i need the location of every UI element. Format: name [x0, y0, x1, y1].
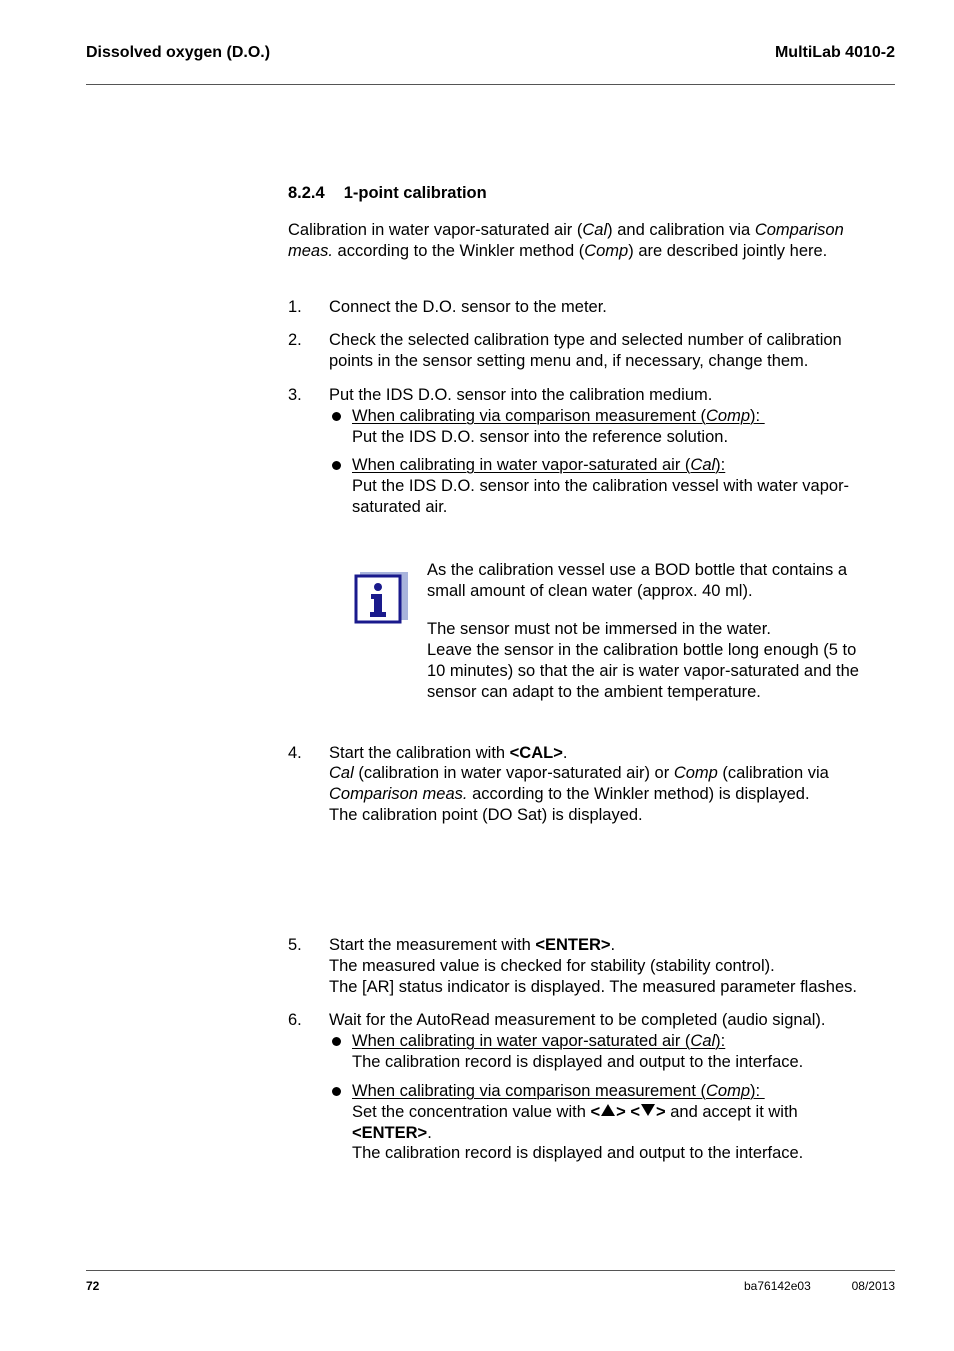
- step-3-bullet-2-line-1: Put the IDS D.O. sensor into the calibration vessel with water vapor-: [352, 477, 850, 495]
- step-6-bullet-2-line-3: The calibration record is displayed and output to the interface.: [352, 1144, 804, 1162]
- step-6-bullet-1-heading: When calibrating in water vapor-saturated air (Cal):: [352, 1032, 726, 1050]
- step-4-line-3: Comparison meas. according to the Winkler method) is displayed.: [329, 785, 810, 803]
- header-product-name: MultiLab 4010-2: [774, 44, 895, 61]
- footer-divider: [86, 1270, 895, 1271]
- info-icon: [354, 570, 408, 624]
- step-number: 5.: [288, 936, 302, 954]
- info-icon-dot: [374, 583, 382, 591]
- section-title: 1-point calibration: [343, 184, 487, 202]
- step-5-line-2: The measured value is checked for stability (stability control).: [329, 957, 775, 975]
- step-5-line-1: Start the measurement with <ENTER>.: [329, 936, 616, 954]
- section-heading: [288, 183, 487, 204]
- step-5-line-3: The [AR] status indicator is displayed. The measured parameter flashes.: [329, 978, 857, 996]
- note-para-1-line-2: small amount of clean water (approx. 40 ml).: [427, 582, 753, 600]
- step-6-bullet-2-line-1: Set the concentration value with < > < > and accept it with: [352, 1103, 798, 1121]
- step-4-line-4: The calibration point (DO Sat) is displayed.: [329, 806, 643, 824]
- note-para-2-line-4: sensor can adapt to the ambient temperature.: [427, 683, 761, 701]
- intro-line-2: meas. according to the Winkler method (Comp) are described jointly here.: [288, 242, 828, 260]
- note-para-2-line-1: The sensor must not be immersed in the water.: [427, 620, 771, 638]
- section-number: 8.2.4: [288, 184, 325, 202]
- step-2-line-1: Check the selected calibration type and selected number of calibration: [329, 331, 842, 349]
- arrow-down-icon: [641, 1104, 655, 1116]
- step-6-bullet-1-text: The calibration record is displayed and output to the interface.: [352, 1053, 804, 1071]
- cal-key-label: <CAL>: [509, 744, 563, 762]
- step-3-bullet-2-heading: When calibrating in water vapor-saturated air (Cal):: [352, 456, 726, 474]
- enter-key-label: <ENTER>: [535, 936, 611, 954]
- step-6-bullet-2-heading: When calibrating via comparison measurement (Comp):: [352, 1082, 765, 1100]
- step-3-text: Put the IDS D.O. sensor into the calibration medium.: [329, 386, 713, 404]
- step-4-line-1: Start the calibration with <CAL>.: [329, 744, 568, 762]
- step-6-bullet-2-line-2: <ENTER>.: [352, 1124, 432, 1142]
- header-divider: [86, 84, 895, 85]
- page-number: 72: [86, 1279, 100, 1293]
- bullet-icon: [332, 461, 341, 470]
- step-number: 2.: [288, 331, 302, 349]
- bullet-icon: [332, 412, 341, 421]
- step-3-bullet-2-line-2: saturated air.: [352, 498, 448, 516]
- step-number: 6.: [288, 1011, 302, 1029]
- intro-line-1: Calibration in water vapor-saturated air (Cal) and calibration via Comparison: [288, 221, 844, 239]
- bullet-icon: [332, 1087, 341, 1096]
- step-4-line-2: Cal (calibration in water vapor-saturated air) or Comp (calibration via: [329, 764, 829, 782]
- step-number: 4.: [288, 744, 302, 762]
- document-date: 08/2013: [851, 1279, 895, 1293]
- note-para-2-line-3: 10 minutes) so that the air is water vapor-saturated and the: [427, 662, 859, 680]
- step-3-bullet-1-text: Put the IDS D.O. sensor into the reference solution.: [352, 428, 729, 446]
- arrow-up-icon: [601, 1104, 615, 1116]
- bullet-icon: [332, 1037, 341, 1046]
- document-number: ba76142e03: [744, 1279, 811, 1293]
- header-chapter-title: Dissolved oxygen (D.O.): [86, 44, 271, 61]
- step-2-line-2: points in the sensor setting menu and, if necessary, change them.: [329, 352, 809, 370]
- step-6-text: Wait for the AutoRead measurement to be completed (audio signal).: [329, 1011, 826, 1029]
- step-1-text: Connect the D.O. sensor to the meter.: [329, 298, 607, 316]
- note-para-2-line-2: Leave the sensor in the calibration bottle long enough (5 to: [427, 641, 857, 659]
- note-para-1-line-1: As the calibration vessel use a BOD bottle that contains a: [427, 561, 848, 579]
- step-number: 1.: [288, 298, 302, 316]
- step-3-bullet-1-heading: When calibrating via comparison measurement (Comp):: [352, 407, 765, 425]
- enter-key-label: <ENTER>: [352, 1124, 428, 1142]
- step-number: 3.: [288, 386, 302, 404]
